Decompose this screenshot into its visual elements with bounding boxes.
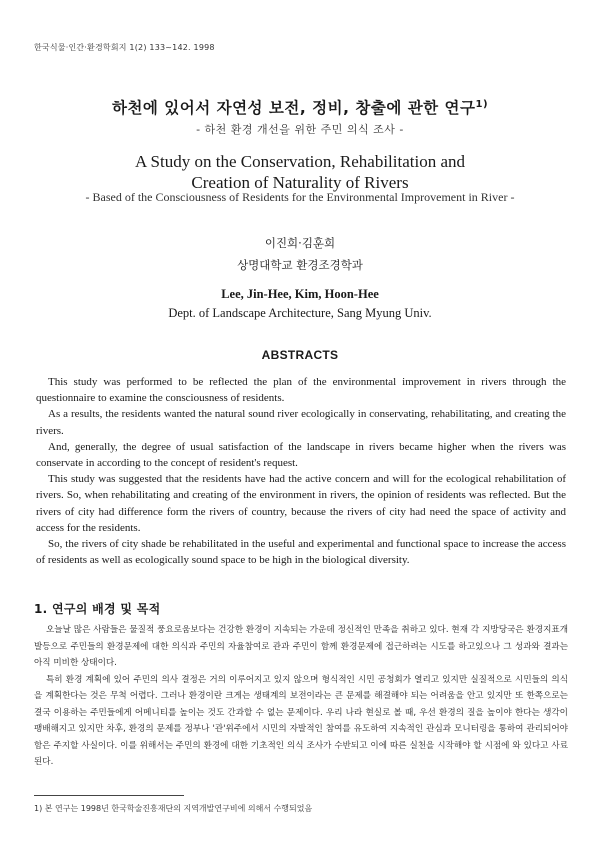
abstract-paragraph: As a results, the residents wanted the natural sound river ecologically in conservating, rehabilitating, and creating the rivers.: [36, 408, 566, 437]
title-korean-text: 하천에 있어서 자연성 보전, 정비, 창출에 관한 연구: [111, 99, 476, 117]
section-paragraph: 오늘날 많은 사람들은 물질적 풍요로움보다는 건강한 환경이 지속되는 가운데 정신적인 만족을 취하고 있다. 현재 각 지방당국은 환경지표개발등으로 주민들의 환경문제에 대한 의식과 주민의 자율참여로 관과 주민이 함께 환경문제에 접근하려는 시도를 하고있으나 그 성과와 결과는 아직 미비한 상태이다.: [34, 625, 568, 668]
title-english: [0, 151, 600, 193]
abstract-paragraph: This study was suggested that the residents have had the active concern and will for the ecological rehabilitation of rivers. So, when rehabilitating and creating of the environment in rivers, the opinion of residents was reflected. But the rivers of city had difference form the rivers of country, because the rivers of city had need the space of activity and access for the residents.: [36, 473, 566, 534]
title-english-line-2: Creation of Naturality of Rivers: [191, 173, 409, 192]
title-footnote-mark: 1): [475, 99, 489, 110]
section-paragraph: 특히 환경 계획에 있어 주민의 의사 결정은 거의 이루어지고 있지 않으며 형식적인 시민 공청회가 열리고 있지만 실질적으로 시민들의 의식을 계획한다는 것은 무척 어렵다. 그러나 환경이란 크게는 생태계의 보전이라는 큰 문제를 해결해야 되는 어려움을 안고 있지만 또 한쪽으로는 결국 이용하는 주민들에게 어메니티를 높이는 것도 간과할 수 없는 문제이다. 우리 나라 현실로 볼 때, 우선 환경의 질을 높이야 한다는 생각이 팽배해지고 있지만 차후, 환경의 문제를 정부나 '관'위주에서 시민의 자발적인 참여를 유도하여 지속적인 관심과 모니터링을 통하여 관리되어야 함은 주지할 사실이다. 이를 위해서는 주민의 환경에 대한 기초적인 의식 조사가 수반되고 이에 따른 실천을 시작해야 할 시점에 와 있다고 사료된다.: [34, 674, 568, 767]
footnote-divider: [34, 795, 184, 796]
section-heading: 1. 연구의 배경 및 목적: [34, 602, 161, 616]
footnote: 1) 본 연구는 1998년 한국학술진흥재단의 지역개발연구비에 의해서 수행되었음: [34, 804, 313, 813]
department-english: Dept. of Landscape Architecture, Sang Myung Univ.: [168, 306, 432, 320]
abstract-paragraph: This study was performed to be reflected the plan of the environmental improvement in rivers through the questionnaire to examine the consciousness of residents.: [36, 376, 566, 405]
department-korean: 상명대학교 환경조경학과: [237, 258, 363, 272]
abstract-body: [36, 374, 566, 568]
abstract-paragraph: So, the rivers of city shade be rehabilitated in the useful and experimental and functional space to increase the access of residents as well as ecologically sound space to be high in the biological diversity.: [36, 538, 566, 567]
title-english-line-1: A Study on the Conservation, Rehabilitation and: [134, 152, 466, 171]
journal-header: 한국식물·인간·환경학회지 1(2) 133~142. 1998: [34, 43, 215, 52]
section-body: [34, 622, 568, 771]
authors-english: Lee, Jin-Hee, Kim, Hoon-Hee: [221, 287, 379, 301]
subtitle-english: - Based of the Consciousness of Residents for the Environmental Improvement in River -: [85, 190, 515, 204]
subtitle-korean: - 하천 환경 개선을 위한 주민 의식 조사 -: [196, 123, 404, 136]
title-korean: [0, 96, 600, 118]
authors-korean: 이진희·김훈희: [264, 236, 336, 250]
abstract-heading: ABSTRACTS: [261, 348, 339, 362]
abstract-paragraph: And, generally, the degree of usual satisfaction of the landscape in rivers became higher when the rivers was conservate in according to the concept of resident's request.: [36, 440, 566, 470]
